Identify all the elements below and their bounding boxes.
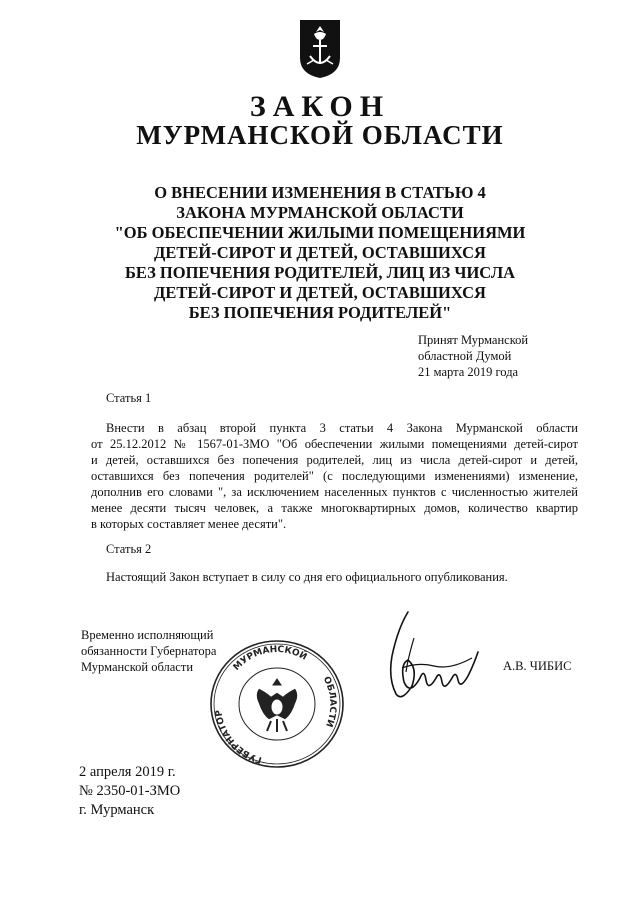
signature	[378, 608, 490, 708]
signer-title-line: Мурманской области	[81, 660, 194, 674]
law-number: № 2350-01-ЗМО	[79, 783, 181, 799]
seal-top-text: МУРМАНСКОЙ	[231, 644, 309, 673]
subtitle-line: БЕЗ ПОПЕЧЕНИЯ РОДИТЕЛЕЙ, ЛИЦ ИЗ ЧИСЛА	[124, 263, 516, 282]
seal-right-text: ОБЛАСТИ	[320, 675, 338, 729]
article-1-line: менее десяти тысяч человек, а также многоквартирных домов, количество квартир	[91, 501, 578, 515]
article-2-text: Настоящий Закон вступает в силу со дня его официального опубликования.	[106, 570, 508, 584]
coat-of-arms-icon	[298, 18, 342, 80]
subtitle-line: "ОБ ОБЕСПЕЧЕНИИ ЖИЛЫМИ ПОМЕЩЕНИЯМИ	[114, 223, 526, 242]
subtitle-line: ЗАКОНА МУРМАНСКОЙ ОБЛАСТИ	[176, 203, 464, 222]
official-seal	[207, 637, 347, 772]
article-1-line: Внести в абзац второй пункта 3 статьи 4 Закона Мурманской области	[106, 421, 578, 435]
region-title: МУРМАНСКОЙ ОБЛАСТИ	[136, 120, 504, 150]
subtitle-line: ДЕТЕЙ-СИРОТ И ДЕТЕЙ, ОСТАВШИХСЯ	[154, 283, 486, 302]
article-1-line: и детей, оставшихся без попечения родителей, лиц из числа детей-сирот и детей,	[91, 453, 578, 467]
seal-left-text: ГУБЕРНАТОР	[214, 709, 264, 765]
city: г. Мурманск	[79, 802, 155, 818]
subtitle-line: БЕЗ ПОПЕЧЕНИЯ РОДИТЕЛЕЙ"	[188, 303, 452, 322]
article-1-line: в которых составляет менее десяти".	[91, 517, 287, 531]
law-title: ЗАКОН	[249, 90, 391, 123]
adoption-note	[418, 332, 528, 380]
signer-title	[81, 627, 216, 675]
subtitle-line: О ВНЕСЕНИИ ИЗМЕНЕНИЯ В СТАТЬЮ 4	[154, 183, 486, 202]
subtitle-line: ДЕТЕЙ-СИРОТ И ДЕТЕЙ, ОСТАВШИХСЯ	[154, 243, 486, 262]
signer-title-line: обязанности Губернатора	[81, 644, 217, 658]
adoption-line: областной Думой	[418, 349, 512, 363]
article-1-heading: Статья 1	[106, 391, 152, 405]
article-1-line: дополнив его словами ", за исключением населенных пунктов с численностью жителей	[91, 485, 578, 499]
signer-title-line: Временно исполняющий	[81, 628, 214, 642]
signing-date: 2 апреля 2019 г.	[79, 764, 176, 780]
law-subject-title	[40, 183, 600, 323]
article-1-line: от 25.12.2012 № 1567-01-ЗМО "Об обеспечении жилыми помещениями детей-сирот	[91, 437, 578, 451]
article-1-text	[91, 420, 578, 532]
svg-text:ОБЛАСТИ	[321, 675, 338, 728]
article-2-heading: Статья 2	[106, 542, 152, 556]
article-1-line: оставшихся без попечения родителей" (с последующими изменениями) изменение,	[91, 469, 578, 483]
document-footer	[79, 763, 180, 820]
signer-name: А.В. ЧИБИС	[503, 659, 572, 673]
adoption-date: 21 марта 2019 года	[418, 365, 519, 379]
double-headed-eagle-icon	[257, 679, 297, 732]
adoption-line: Принят Мурманской	[418, 333, 529, 347]
